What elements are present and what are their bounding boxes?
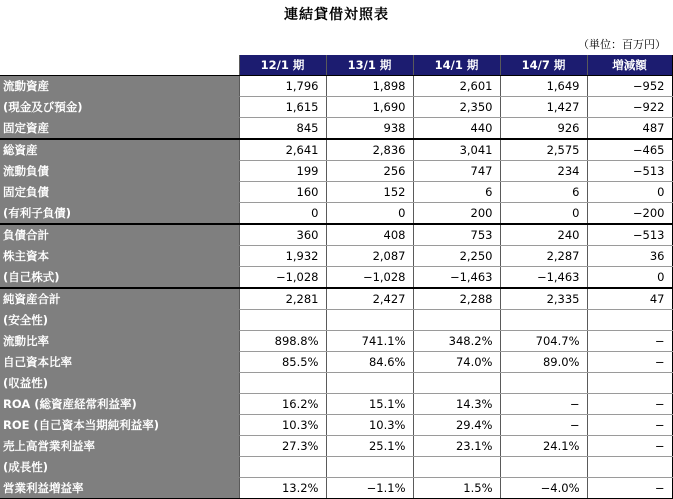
row-label: (自己株式) <box>0 267 239 289</box>
table-cell: 1,796 <box>239 76 326 97</box>
table-cell: 2,087 <box>326 246 413 267</box>
table-row <box>0 97 672 118</box>
table-row <box>0 352 672 373</box>
table-row <box>0 415 672 436</box>
table-cell <box>326 373 413 394</box>
row-label: 流動資産 <box>0 76 239 97</box>
table-cell: 360 <box>239 224 326 246</box>
table-cell <box>413 373 500 394</box>
table-cell: 440 <box>413 118 500 140</box>
table-row <box>0 331 672 352</box>
table-cell: − <box>587 436 672 457</box>
table-cell: 199 <box>239 161 326 182</box>
table-cell <box>239 457 326 478</box>
table-cell: −465 <box>587 139 672 161</box>
unit-note: （単位：百万円） <box>578 38 666 51</box>
table-cell: 85.5% <box>239 352 326 373</box>
table-cell: 408 <box>326 224 413 246</box>
row-label: ROE (自己資本当期純利益率) <box>0 415 239 436</box>
table-cell: 10.3% <box>239 415 326 436</box>
table-cell: 2,836 <box>326 139 413 161</box>
table-cell <box>587 373 672 394</box>
table-cell: 1,615 <box>239 97 326 118</box>
table-cell: − <box>587 415 672 436</box>
row-label: 株主資本 <box>0 246 239 267</box>
row-label: 流動比率 <box>0 331 239 352</box>
table-cell: 23.1% <box>413 436 500 457</box>
table-row <box>0 246 672 267</box>
table-row <box>0 394 672 415</box>
table-row <box>0 224 672 246</box>
table-cell: −513 <box>587 161 672 182</box>
table-cell: 6 <box>413 182 500 203</box>
table-cell: −1,463 <box>413 267 500 289</box>
table-cell: −1,463 <box>500 267 587 289</box>
table-cell: 938 <box>326 118 413 140</box>
table-cell: −1,028 <box>326 267 413 289</box>
row-label: 営業利益増益率 <box>0 478 239 499</box>
table-cell: −922 <box>587 97 672 118</box>
table-row <box>0 182 672 203</box>
table-cell: 74.0% <box>413 352 500 373</box>
table-cell: 1,427 <box>500 97 587 118</box>
table-cell <box>587 457 672 478</box>
table-cell: 2,427 <box>326 288 413 310</box>
table-cell: −513 <box>587 224 672 246</box>
header-row <box>0 55 672 76</box>
table-cell: 0 <box>587 182 672 203</box>
table-cell: −1.1% <box>326 478 413 499</box>
table-cell: 845 <box>239 118 326 140</box>
table-cell: 24.1% <box>500 436 587 457</box>
table-cell: 348.2% <box>413 331 500 352</box>
table-cell: −200 <box>587 203 672 225</box>
table-row <box>0 436 672 457</box>
table-row <box>0 288 672 310</box>
table-cell: 487 <box>587 118 672 140</box>
table-cell: 2,288 <box>413 288 500 310</box>
table-row <box>0 457 672 478</box>
table-cell: 160 <box>239 182 326 203</box>
row-label: 総資産 <box>0 139 239 161</box>
table-cell: 1,898 <box>326 76 413 97</box>
table-cell: 256 <box>326 161 413 182</box>
table-cell: 2,287 <box>500 246 587 267</box>
column-header: 14/7 期 <box>500 55 587 76</box>
table-cell: −952 <box>587 76 672 97</box>
table-cell: 15.1% <box>326 394 413 415</box>
table-cell <box>500 373 587 394</box>
row-label: 流動負債 <box>0 161 239 182</box>
row-label: 固定資産 <box>0 118 239 140</box>
table-cell: 10.3% <box>326 415 413 436</box>
page-title: 連結貸借対照表 <box>284 7 389 23</box>
table-cell: 2,335 <box>500 288 587 310</box>
column-header: 12/1 期 <box>239 55 326 76</box>
table-cell: 89.0% <box>500 352 587 373</box>
table-cell: 25.1% <box>326 436 413 457</box>
table-cell: 0 <box>587 267 672 289</box>
table-cell: 2,641 <box>239 139 326 161</box>
row-label: 純資産合計 <box>0 288 239 310</box>
table-cell: 753 <box>413 224 500 246</box>
table-row <box>0 161 672 182</box>
table-cell: 84.6% <box>326 352 413 373</box>
table-cell: 0 <box>239 203 326 225</box>
table-cell: 898.8% <box>239 331 326 352</box>
table-cell <box>500 457 587 478</box>
table-cell: 1,690 <box>326 97 413 118</box>
table-body <box>0 76 672 499</box>
table-cell <box>587 310 672 331</box>
table-cell: 14.3% <box>413 394 500 415</box>
row-label: 固定負債 <box>0 182 239 203</box>
table-cell <box>239 373 326 394</box>
table-cell: − <box>587 331 672 352</box>
table-cell <box>500 310 587 331</box>
table-cell: 926 <box>500 118 587 140</box>
table-cell: 2,601 <box>413 76 500 97</box>
row-label: ROA (総資産経常利益率) <box>0 394 239 415</box>
table-row <box>0 267 672 289</box>
table-row <box>0 76 672 97</box>
table-cell: −4.0% <box>500 478 587 499</box>
row-label: (収益性) <box>0 373 239 394</box>
table-cell: 747 <box>413 161 500 182</box>
table-cell: 200 <box>413 203 500 225</box>
table-cell: − <box>587 394 672 415</box>
table-cell <box>239 310 326 331</box>
row-label: 売上高営業利益率 <box>0 436 239 457</box>
table-cell: − <box>500 415 587 436</box>
row-label: 自己資本比率 <box>0 352 239 373</box>
table-cell <box>326 310 413 331</box>
table-cell: 36 <box>587 246 672 267</box>
table-cell: 2,250 <box>413 246 500 267</box>
table-cell <box>326 457 413 478</box>
table-cell: 27.3% <box>239 436 326 457</box>
table-cell: 13.2% <box>239 478 326 499</box>
table-row <box>0 203 672 225</box>
table-cell: 234 <box>500 161 587 182</box>
table-cell: 1,932 <box>239 246 326 267</box>
table-row <box>0 139 672 161</box>
table-cell <box>413 310 500 331</box>
column-header: 14/1 期 <box>413 55 500 76</box>
table-cell: 2,575 <box>500 139 587 161</box>
row-label: 負債合計 <box>0 224 239 246</box>
row-label: (成長性) <box>0 457 239 478</box>
column-header: 13/1 期 <box>326 55 413 76</box>
table-cell: 0 <box>326 203 413 225</box>
table-cell: 29.4% <box>413 415 500 436</box>
table-cell <box>413 457 500 478</box>
header-corner <box>0 55 239 76</box>
table-row <box>0 373 672 394</box>
table-row <box>0 118 672 140</box>
table-cell: 704.7% <box>500 331 587 352</box>
table-cell: 2,281 <box>239 288 326 310</box>
table-cell: − <box>500 394 587 415</box>
column-header: 増減額 <box>587 55 672 76</box>
table-cell: − <box>587 478 672 499</box>
table-cell: 152 <box>326 182 413 203</box>
table-cell: 47 <box>587 288 672 310</box>
table-cell: 741.1% <box>326 331 413 352</box>
table-cell: 1,649 <box>500 76 587 97</box>
table-cell: −1,028 <box>239 267 326 289</box>
table-cell: − <box>587 352 672 373</box>
table-cell: 240 <box>500 224 587 246</box>
table-row <box>0 310 672 331</box>
table-cell: 6 <box>500 182 587 203</box>
table-cell: 16.2% <box>239 394 326 415</box>
table-cell: 2,350 <box>413 97 500 118</box>
table-cell: 3,041 <box>413 139 500 161</box>
balance-sheet-table <box>0 55 673 499</box>
row-label: (現金及び預金) <box>0 97 239 118</box>
table-cell: 1.5% <box>413 478 500 499</box>
table-row <box>0 478 672 499</box>
table-cell: 0 <box>500 203 587 225</box>
row-label: (有利子負債) <box>0 203 239 225</box>
row-label: (安全性) <box>0 310 239 331</box>
